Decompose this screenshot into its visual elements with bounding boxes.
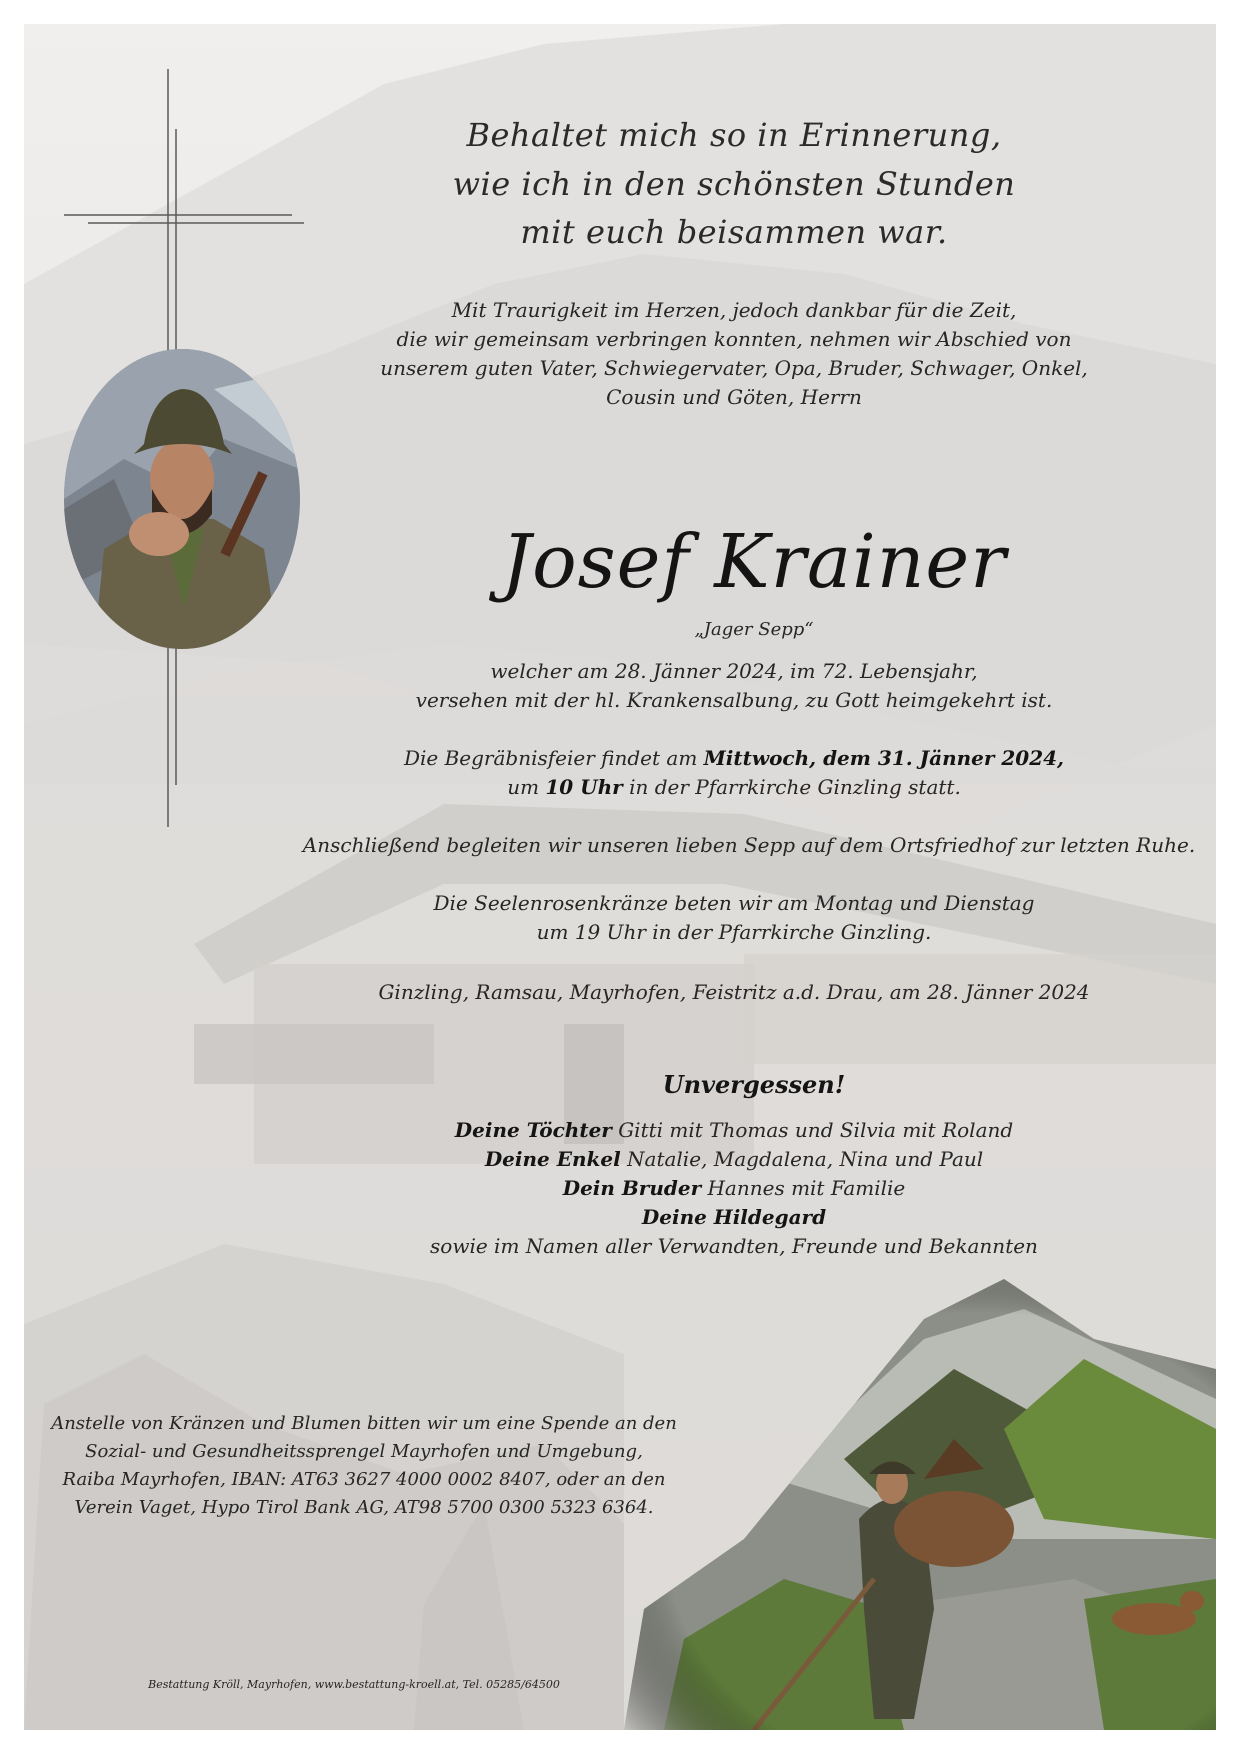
funeral-time-prefix: um — [507, 775, 546, 799]
funeral-prefix: Die Begräbnisfeier findet am — [403, 746, 704, 770]
mourner-role: Deine Enkel — [484, 1147, 621, 1171]
mourner-role: Deine Töchter — [454, 1118, 612, 1142]
funeral-time-line — [354, 773, 1114, 802]
quote-line-1: Behaltet mich so in Erinnerung, — [466, 116, 1002, 154]
footer-funeral-home: Bestattung Kröll, Mayrhofen, www.bestattung-kroell.at, Tel. 05285/64500 — [148, 1678, 560, 1691]
parte-sheet — [24, 24, 1216, 1730]
donation-line-4: Verein Vaget, Hypo Tirol Bank AG, AT98 5700 0300 5323 6364. — [74, 1497, 654, 1518]
death-line-2: versehen mit der hl. Krankensalbung, zu Gott heimgekehrt ist. — [415, 688, 1053, 712]
mourner-line — [354, 1174, 1114, 1203]
donation-line-1: Anstelle von Kränzen und Blumen bitten wir um eine Spende an den — [51, 1413, 677, 1434]
death-line-1: welcher am 28. Jänner 2024, im 72. Lebensjahr, — [490, 659, 978, 683]
intro-line-1: Mit Traurigkeit im Herzen, jedoch dankbar für die Zeit, — [451, 298, 1017, 322]
mourner-line — [354, 1203, 1114, 1232]
deceased-name: Josef Krainer — [501, 519, 1007, 605]
donation-line-2: Sozial- und Gesundheitssprengel Mayrhofen und Umgebung, — [85, 1441, 643, 1462]
unforgotten-heading: Unvergessen! — [662, 1070, 846, 1099]
rosary-line-2: um 19 Uhr in der Pfarrkirche Ginzling. — [536, 920, 932, 944]
mourners-closing: sowie im Namen aller Verwandten, Freunde und Bekannten — [430, 1234, 1038, 1258]
rosary-line-1: Die Seelenrosenkränze beten wir am Montag und Dienstag — [433, 891, 1035, 915]
funeral-date-line — [354, 744, 1114, 773]
mourner-role: Dein Bruder — [562, 1176, 702, 1200]
mourner-line — [354, 1145, 1114, 1174]
intro-line-4: Cousin und Göten, Herrn — [606, 385, 862, 409]
quote-line-2: wie ich in den schönsten Stunden — [452, 165, 1016, 203]
funeral-time: 10 Uhr — [545, 775, 623, 799]
mourner-role: Deine Hildegard — [641, 1205, 827, 1229]
funeral-place: in der Pfarrkirche Ginzling statt. — [622, 775, 961, 799]
donation-line-3: Raiba Mayrhofen, IBAN: AT63 3627 4000 0002 8407, oder an den — [62, 1469, 666, 1490]
portrait-photo — [64, 349, 300, 649]
intro-line-2: die wir gemeinsam verbringen konnten, nehmen wir Abschied von — [396, 327, 1072, 351]
mourner-names: Natalie, Magdalena, Nina und Paul — [620, 1147, 984, 1171]
funeral-date: Mittwoch, dem 31. Jänner 2024, — [703, 746, 1065, 770]
mourner-names: Gitti mit Thomas und Silvia mit Roland — [611, 1118, 1014, 1142]
intro-line-3: unserem guten Vater, Schwiegervater, Opa, Bruder, Schwager, Onkel, — [380, 356, 1088, 380]
mourner-names: Hannes mit Familie — [701, 1176, 906, 1200]
place-date-line: Ginzling, Ramsau, Mayrhofen, Feistritz a.d. Drau, am 28. Jänner 2024 — [378, 980, 1090, 1004]
quote-line-3: mit euch beisammen war. — [520, 213, 948, 251]
deceased-nickname: „Jager Sepp“ — [694, 619, 814, 640]
hunter-photo — [624, 1279, 1216, 1730]
burial-line: Anschließend begleiten wir unseren lieben Sepp auf dem Ortsfriedhof zur letzten Ruhe. — [302, 833, 1196, 857]
mourner-line — [354, 1116, 1114, 1145]
